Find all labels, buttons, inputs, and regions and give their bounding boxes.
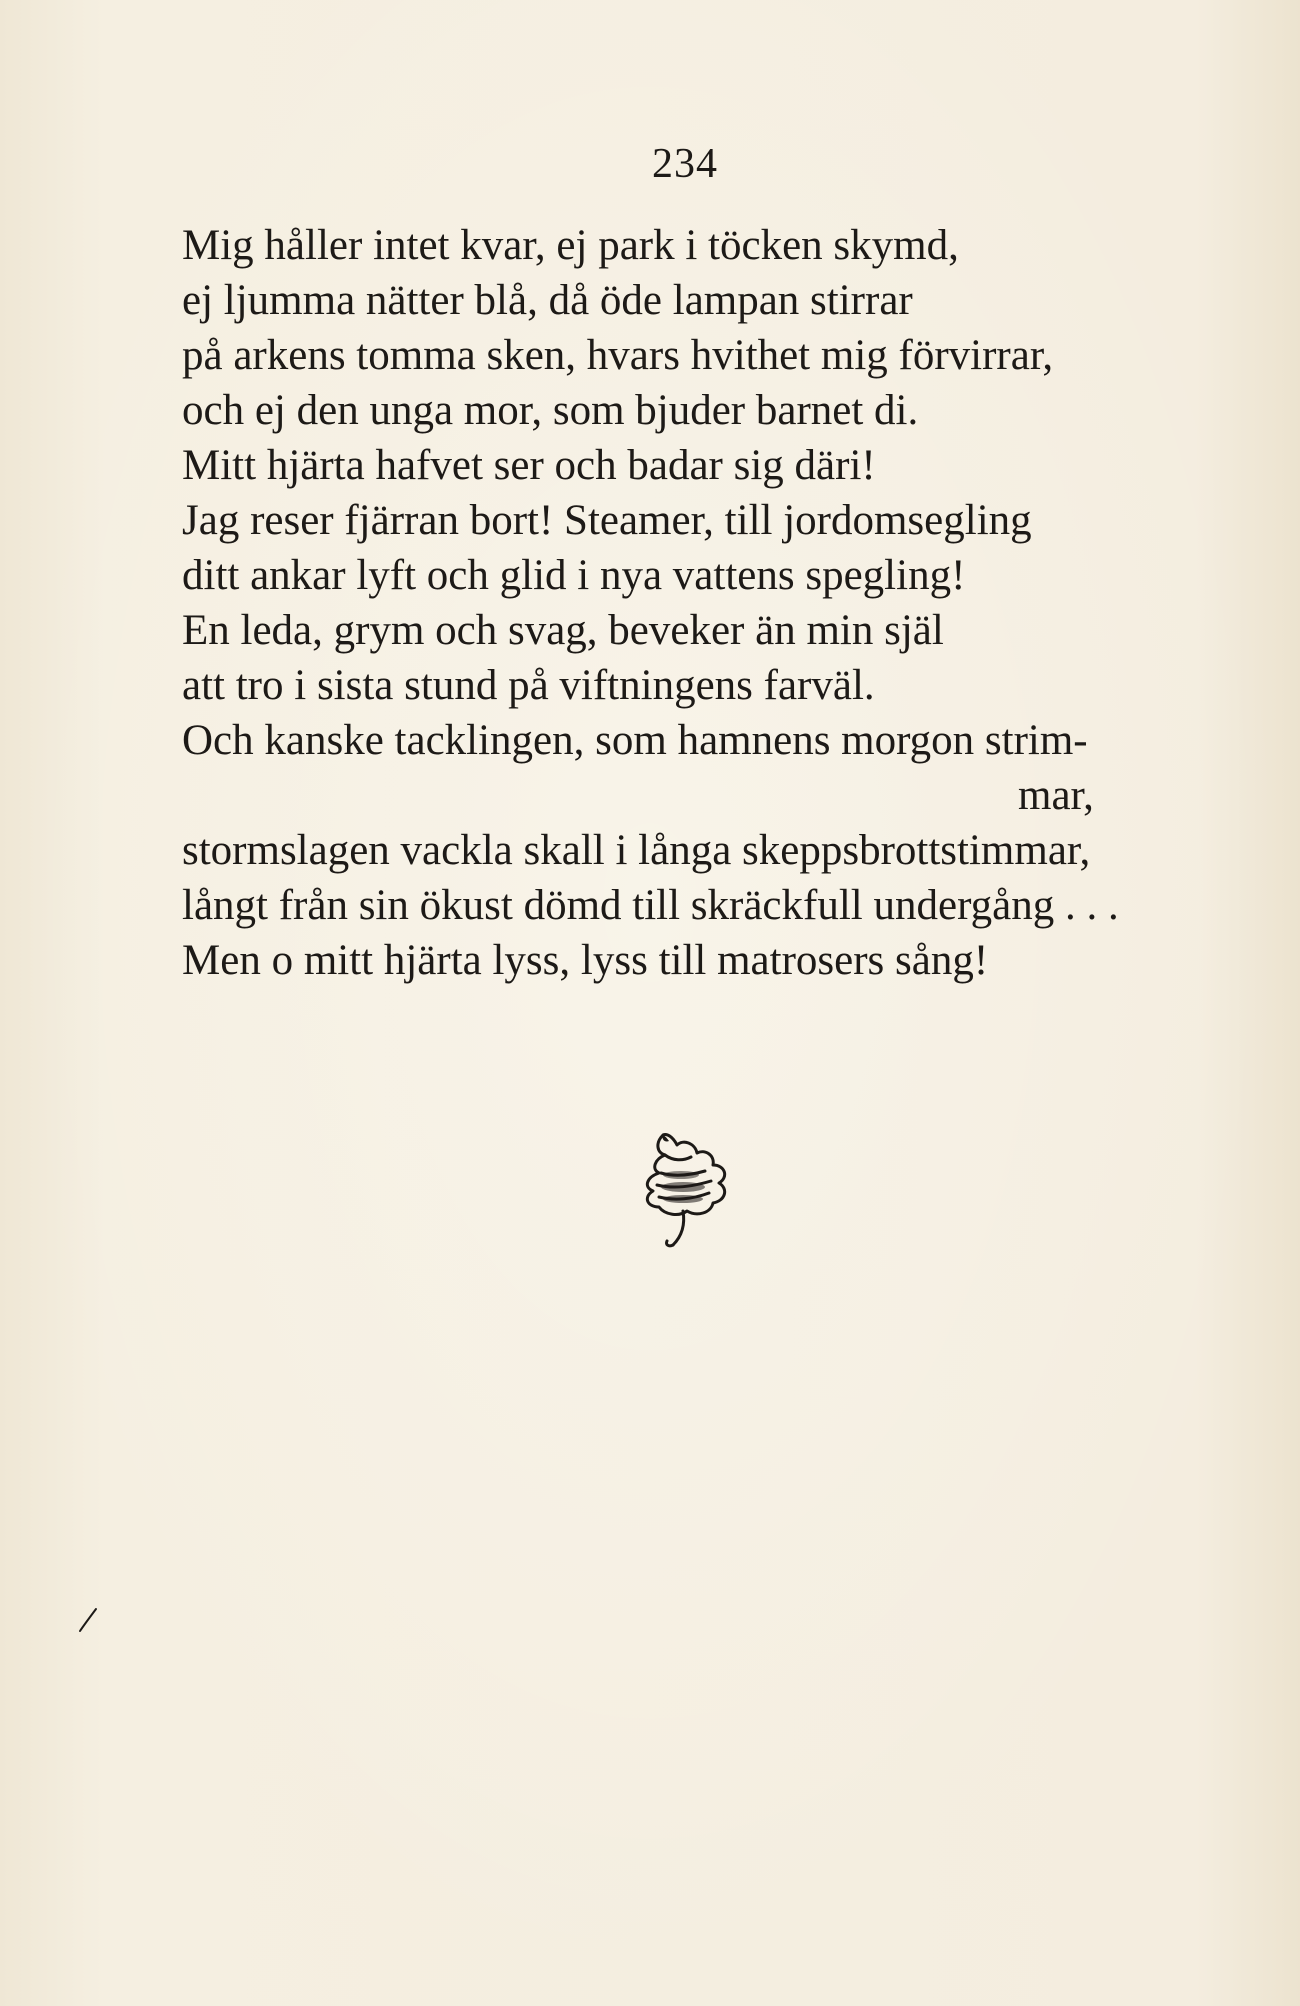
poem-line: stormslagen vackla skall i långa skeppsbrottstimmar, xyxy=(182,827,1091,874)
poem-line: Mitt hjärta hafvet ser och badar sig däri! xyxy=(182,442,876,489)
ink-mark-icon xyxy=(74,1605,104,1635)
leaf-ornament-icon xyxy=(625,1125,745,1255)
poem-line: ditt ankar lyft och glid i nya vattens spegling! xyxy=(182,552,966,599)
poem-line: Men o mitt hjärta lyss, lyss till matrosers sång! xyxy=(182,937,989,984)
poem-line: att tro i sista stund på viftningens farväl. xyxy=(182,662,875,709)
poem-line-continuation: mar, xyxy=(1018,772,1094,819)
poem-stanza xyxy=(182,218,1202,988)
poem-line: Och kanske tacklingen, som hamnens morgon strim- xyxy=(182,717,1088,764)
poem-line: En leda, grym och svag, beveker än min själ xyxy=(182,607,944,654)
poem-line: ej ljumma nätter blå, då öde lampan stirrar xyxy=(182,277,913,324)
page-number: 234 xyxy=(652,141,718,187)
poem-line: Mig håller intet kvar, ej park i töcken skymd, xyxy=(182,222,959,269)
poem-line: på arkens tomma sken, hvars hvithet mig förvirrar, xyxy=(182,332,1054,379)
poem-line: och ej den unga mor, som bjuder barnet di. xyxy=(182,387,919,434)
poem-line: Jag reser fjärran bort! Steamer, till jordomsegling xyxy=(182,497,1032,544)
poem-line: långt från sin ökust dömd till skräckfull undergång . . . xyxy=(182,882,1119,929)
